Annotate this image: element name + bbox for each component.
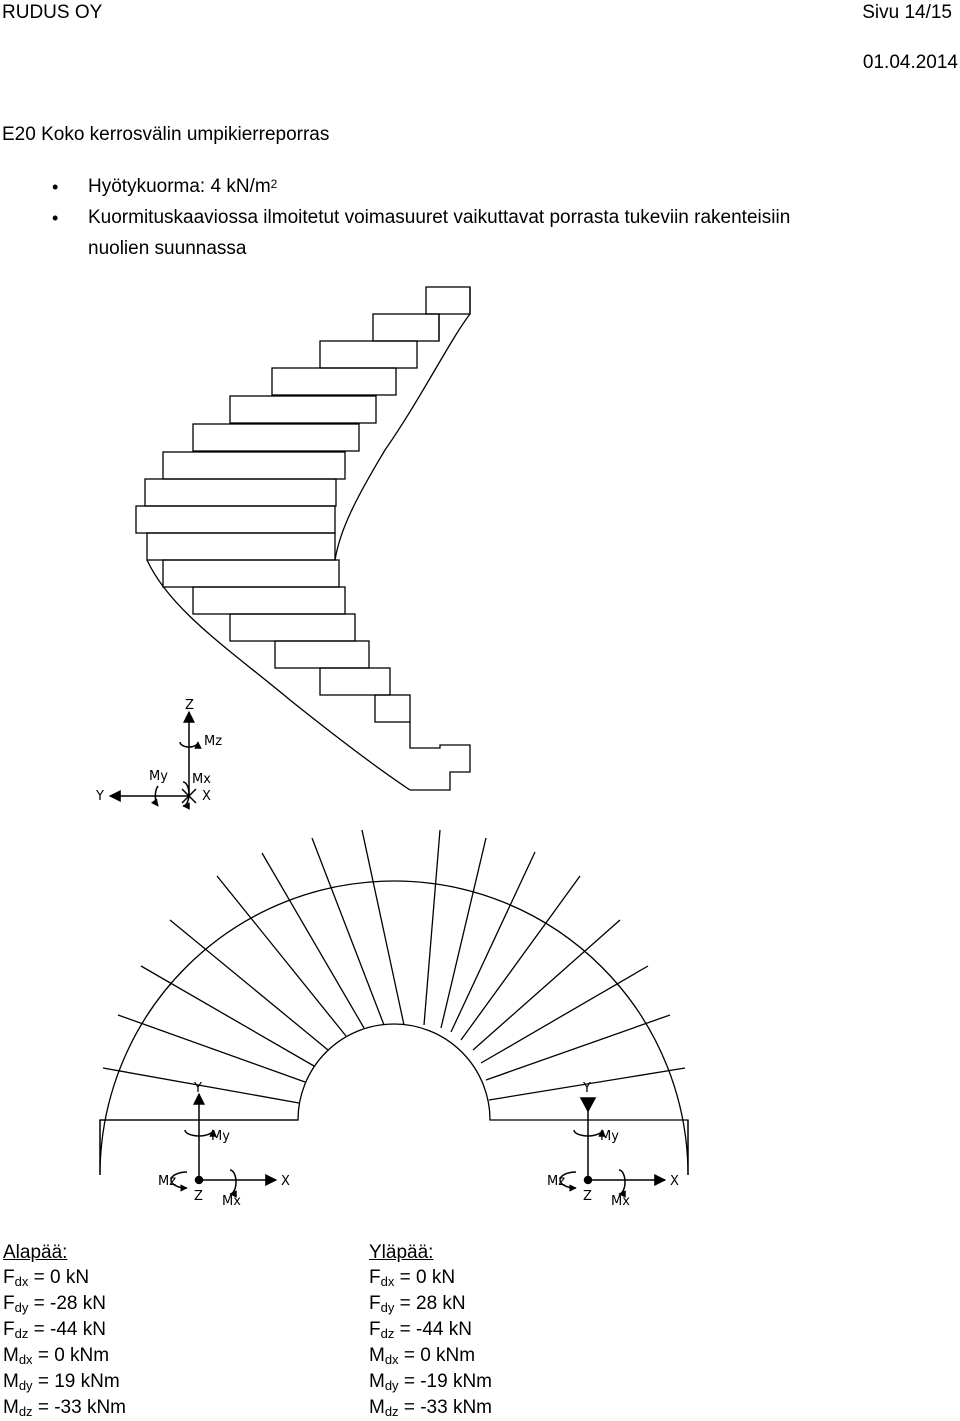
load-row: $F_{dx} = 0$ kN	[3, 1267, 90, 1289]
step-line	[441, 838, 486, 1028]
left-mx-label: Mx	[222, 1194, 241, 1209]
tread	[163, 452, 345, 479]
left-mx-moment-icon	[230, 1170, 236, 1194]
step-line	[451, 852, 535, 1032]
load-row: $F_{dz} = -44$ kN	[3, 1319, 106, 1341]
step-line	[262, 853, 364, 1028]
tread	[373, 314, 439, 341]
load-row: $F_{dy} = -28$ kN	[3, 1293, 106, 1315]
elev-my-label: My	[149, 769, 168, 784]
left-my-label: My	[211, 1129, 230, 1144]
step-line	[362, 830, 404, 1025]
tread	[320, 341, 417, 368]
section-title: E20 Koko kerrosvälin umpikierreporras	[2, 124, 330, 145]
load-row: $M_{dy} = 19$ kNm	[3, 1371, 120, 1393]
page-number: Sivu 14/15	[862, 2, 952, 23]
step-line	[118, 1015, 305, 1082]
stair-elevation	[136, 287, 470, 790]
stair-plan	[100, 830, 688, 1175]
right-z-axis-dot	[585, 1177, 592, 1184]
lower-end-loads	[3, 1240, 126, 1421]
right-mx-moment-icon	[619, 1170, 625, 1194]
tread	[375, 695, 410, 722]
live-load-text: Hyötykuorma: 4 kN/m	[88, 176, 271, 197]
tread	[320, 668, 390, 695]
load-row: $F_{dz} = -44$ kN	[369, 1319, 472, 1341]
left-z-axis-dot	[196, 1177, 203, 1184]
tread	[193, 424, 359, 451]
live-load-exponent: 2	[270, 177, 278, 191]
step-line	[486, 1015, 670, 1080]
load-row: $M_{dz} = -33$ kNm	[369, 1397, 493, 1419]
elevation-axes	[110, 712, 198, 806]
tread	[275, 641, 369, 668]
tread	[145, 479, 336, 506]
tread	[272, 368, 396, 395]
tread	[426, 287, 470, 314]
lower-end-profile	[410, 722, 470, 790]
plan-right-axes	[560, 1098, 665, 1194]
load-row: $M_{dx} = 0$ kNm	[3, 1345, 110, 1367]
step-line	[473, 920, 620, 1050]
lower-end-heading: Alapää:	[3, 1242, 68, 1263]
load-row: $M_{dx} = 0$ kNm	[369, 1345, 476, 1367]
upper-end-heading: Yläpää:	[369, 1242, 434, 1263]
step-line	[141, 966, 314, 1066]
plan-left-axes	[171, 1094, 276, 1194]
step-line	[424, 830, 440, 1025]
force-direction-line2: nuolien suunnassa	[88, 238, 247, 259]
load-row: $F_{dy} = 28$ kN	[369, 1293, 466, 1315]
company-name: RUDUS OY	[2, 2, 103, 23]
elev-mx-label: Mx	[192, 772, 211, 787]
left-x-label: X	[281, 1174, 290, 1189]
lower-soffit	[147, 560, 410, 790]
tread	[163, 560, 339, 587]
upper-end-loads	[369, 1240, 492, 1421]
tread	[147, 533, 335, 560]
tread	[193, 587, 345, 614]
load-row: $F_{dx} = 0$ kN	[369, 1267, 456, 1289]
load-row: $M_{dz} = -33$ kNm	[3, 1397, 127, 1419]
elev-mz-label: Mz	[204, 734, 223, 749]
right-x-label: X	[670, 1174, 679, 1189]
tread	[136, 506, 335, 533]
elev-x-label: X	[202, 789, 211, 804]
tread	[230, 614, 355, 641]
step-line	[312, 838, 384, 1025]
elev-z-label: Z	[185, 698, 194, 713]
right-my-label: My	[600, 1129, 619, 1144]
right-mz-label: Mz	[547, 1174, 566, 1189]
right-mx-label: Mx	[611, 1194, 630, 1209]
load-row: $M_{dy} = -19$ kNm	[369, 1371, 493, 1393]
document-date: 01.04.2014	[862, 52, 958, 73]
left-y-label: Y	[194, 1081, 202, 1096]
force-direction-line1: Kuormituskaaviossa ilmoitetut voimasuuret vaikuttavat porrasta tukeviin rakenteisiin	[88, 207, 791, 228]
right-y-axis-arrowhead	[581, 1098, 595, 1111]
elev-y-label: Y	[96, 789, 104, 804]
left-z-label: Z	[194, 1189, 203, 1204]
right-z-label: Z	[583, 1189, 592, 1204]
left-mz-label: Mz	[158, 1174, 177, 1189]
tread	[230, 396, 376, 423]
right-y-label: Y	[583, 1081, 591, 1096]
step-line	[481, 966, 648, 1063]
